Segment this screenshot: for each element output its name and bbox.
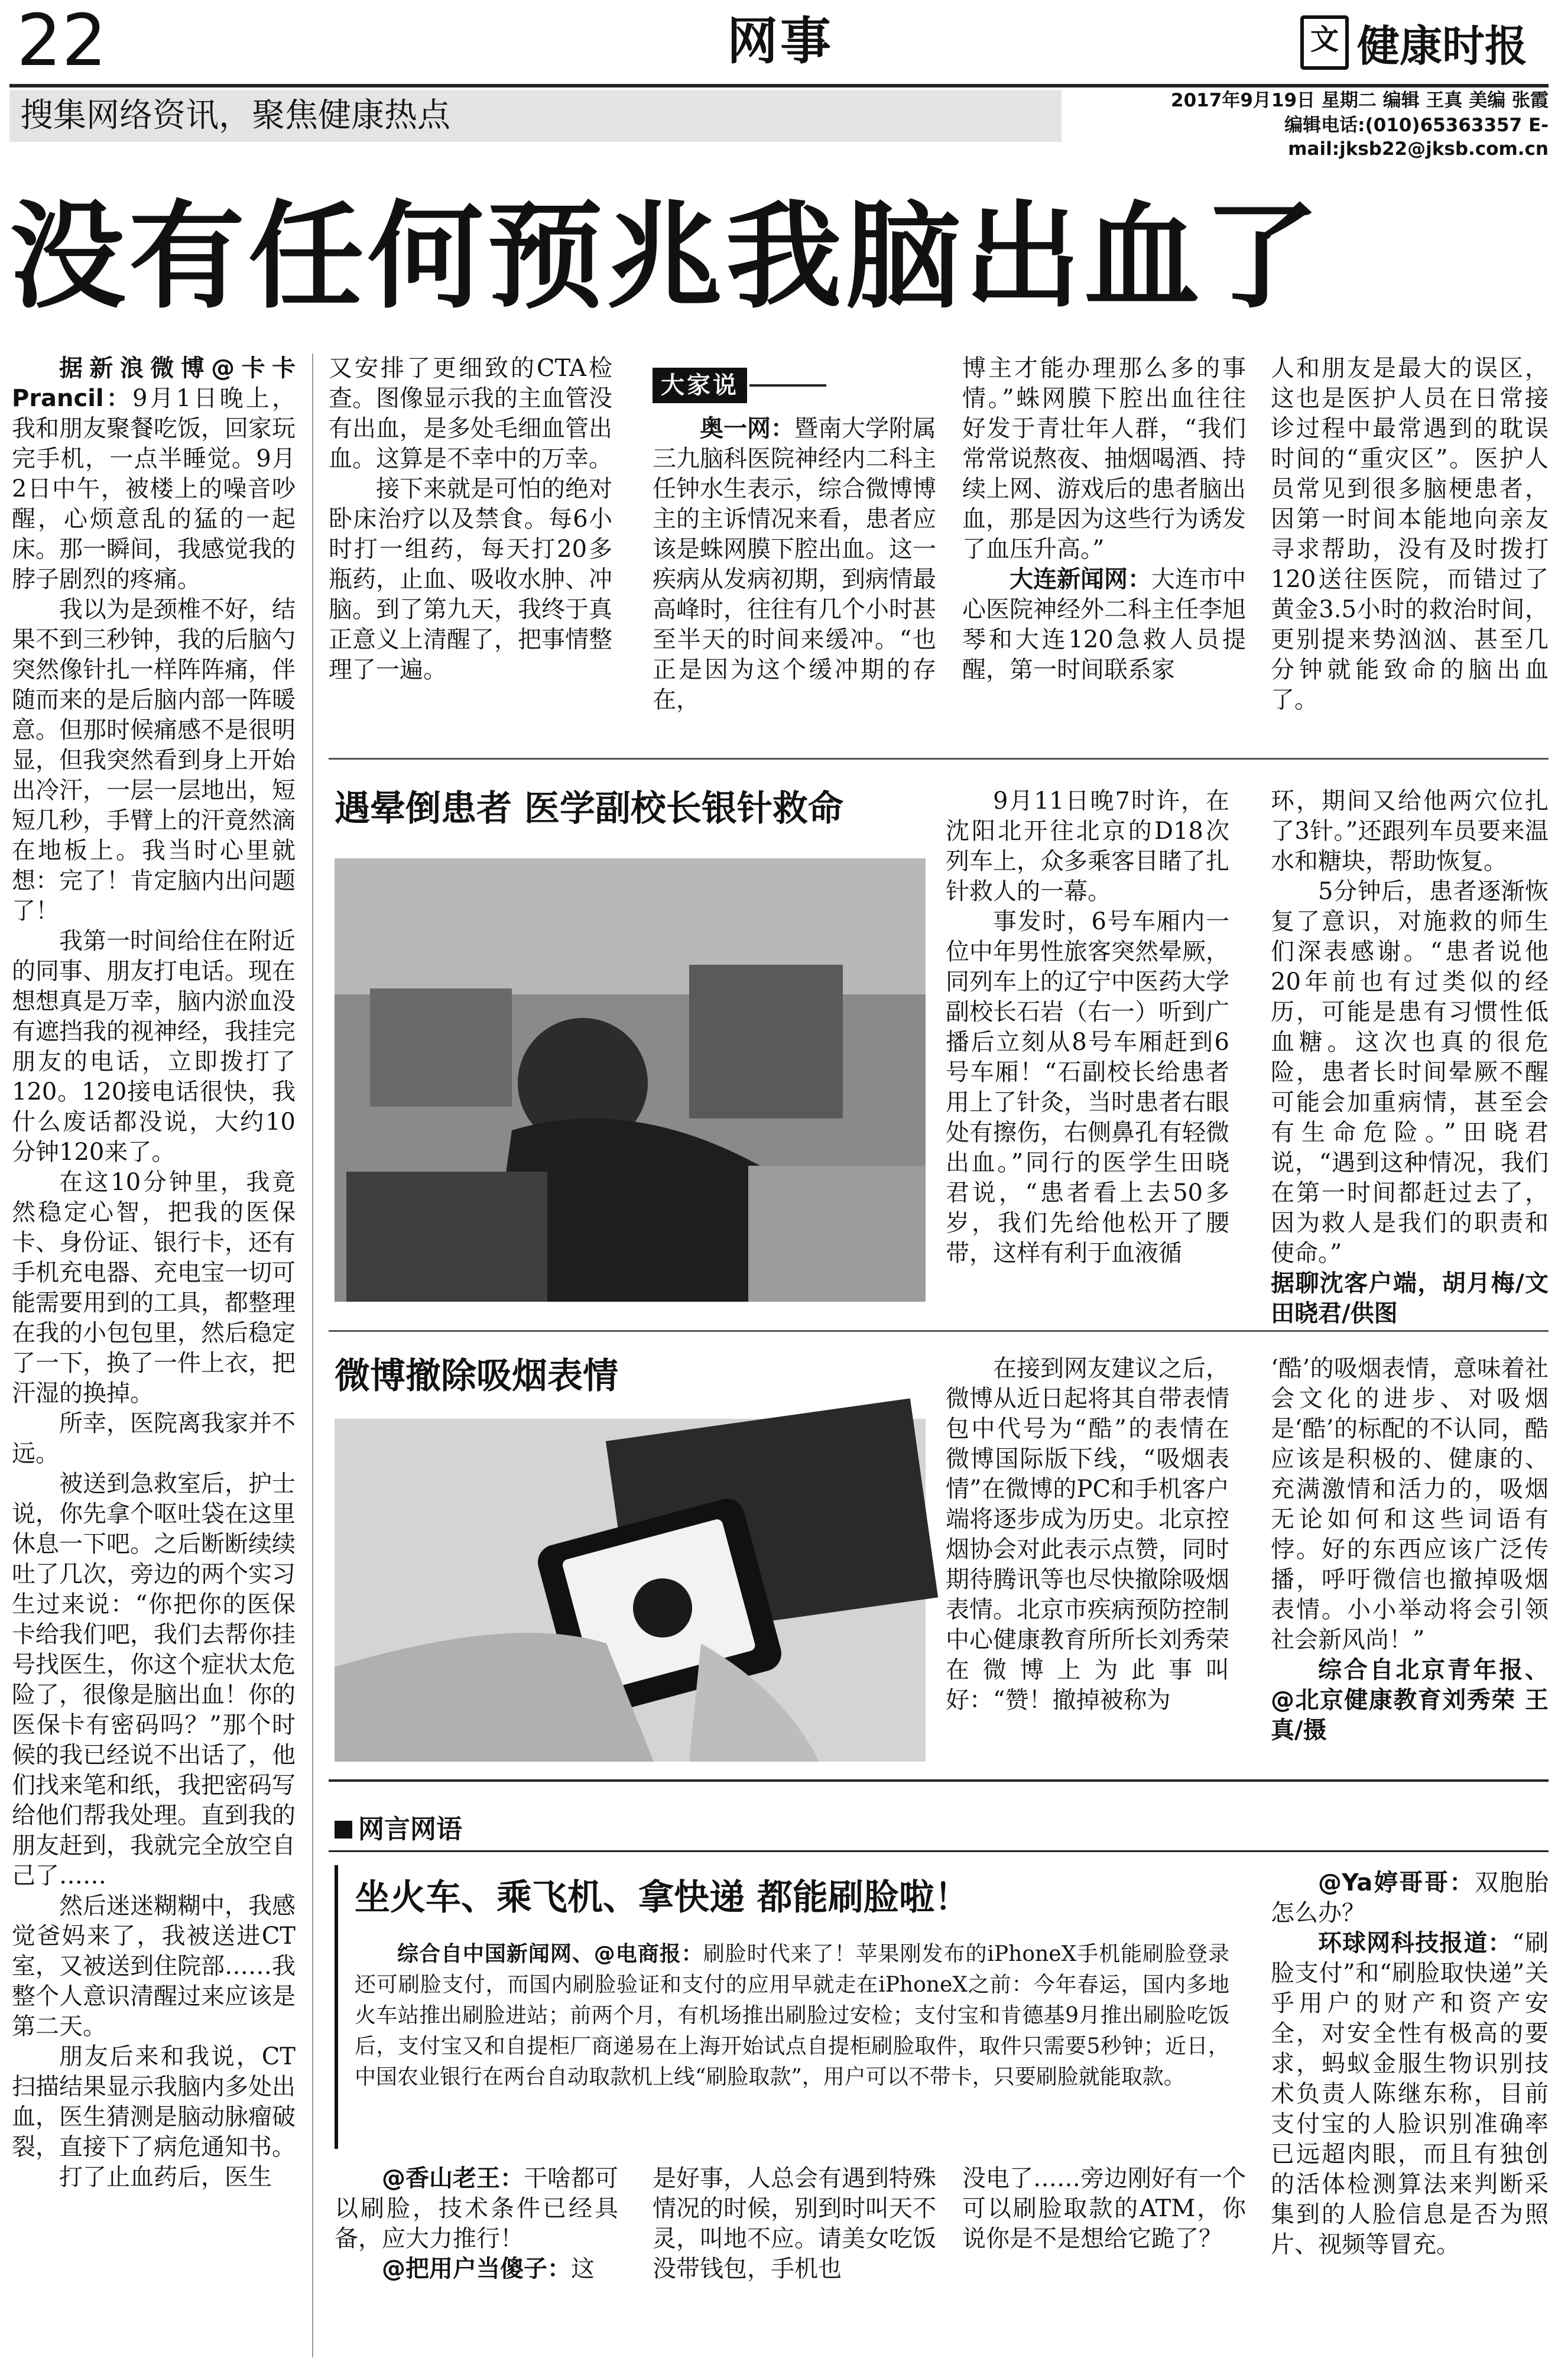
photo-illustration bbox=[335, 858, 926, 1302]
paragraph: 打了止血药后，医生 bbox=[59, 2164, 272, 2191]
wangyan-right-col bbox=[1271, 1868, 1549, 2365]
paragraph: 然后迷迷糊糊中，我感觉爸妈来了，我被送进CT室，又被送到住院部……我整个人意识清醒过来应该是第二天。 bbox=[12, 1892, 296, 2040]
paragraph: 所幸，医院离我家并不远。 bbox=[12, 1410, 296, 1467]
paragraph: 没电了……旁边刚好有一个可以刷脸取款的ATM，你说你是不是想给它跪了？ bbox=[962, 2165, 1246, 2252]
paragraph: 环球网科技报道：“刷脸支付”和“刷脸取快递”关乎用户的财产和资产安全，对安全性有极高的要求，蚂蚁金服生物识别技术负责人陈继东称，目前支付宝的人脸识别准确率已远超肉眼，而且有独创的活体检测算法来判断采集到的人脸信息是否为照片、视频等冒充。 bbox=[1271, 1930, 1549, 2258]
wangyan-intro bbox=[355, 1939, 1229, 2152]
paragraph: 事发时，6号车厢内一位中年男性旅客突然晕厥，同列车上的辽宁中医药大学副校长石岩（右一）听到广播后立刻从8号车厢赶到6号车厢！“石副校长给患者用上了针灸，当时患者右眼处有擦伤，右侧鼻孔有轻微出血。”同行的医学生田晓君说，“患者看上去50多岁，我们先给他松开了腰带，这样有利于血液循 bbox=[946, 908, 1229, 1267]
story2-col-2 bbox=[1271, 786, 1549, 1327]
header-rule bbox=[9, 84, 1549, 87]
wangyan-col-2 bbox=[653, 2164, 936, 2365]
paragraph: 奥一网：暨南大学附属三九脑科医院神经内二科主任钟水生表示，综合微博博主的主诉情况来看，患者应该是蛛网膜下腔出血。这一疾病从发病初期，到病情最高峰时，往往有几个小时甚至半天的时间来缓冲。“也正是因为这个缓冲期的存在， bbox=[653, 415, 936, 714]
main-col-3 bbox=[653, 414, 936, 745]
date-line: 2017年9月19日 星期二 编辑 王真 美编 张霞 bbox=[1171, 90, 1549, 111]
paragraph: 据新浪微博@卡卡Prancil：9月1日晚上，我和朋友聚餐吃饭，回家玩完手机，一点半睡觉。9月2日中午，被楼上的噪音吵醒，心烦意乱的猛的一起床。那一瞬间，我感觉我的脖子剧烈的疼痛。 bbox=[12, 355, 296, 593]
paragraph: 9月11日晚7时许，在沈阳北开往北京的D18次列车上，众多乘客目睹了扎针救人的一幕。 bbox=[946, 787, 1229, 905]
main-col-4 bbox=[962, 354, 1246, 744]
paragraph: @把用户当傻子：这 bbox=[382, 2255, 595, 2282]
paragraph: @Ya婷哥哥：双胞胎怎么办？ bbox=[1271, 1869, 1549, 1927]
byline: 据聊沈客户端，胡月梅/文 田晓君/供图 bbox=[1271, 1270, 1549, 1327]
phone-emoji-photo bbox=[335, 1419, 926, 1762]
paragraph: 环，期间又给他两穴位扎了3针。”还跟列车员要来温水和糖块，帮助恢复。 bbox=[1271, 787, 1549, 875]
paragraph: 人和朋友是最大的误区，这也是医护人员在日常接诊过程中最常遇到的耽误时间的“重灾区”。医护人员常见到很多脑梗患者，因第一时间本能地向亲友寻求帮助，没有及时拨打120送往医院，而错过了黄金3.5小时的救治时间，更别提来势汹汹、甚至几分钟就能致命的脑出血了。 bbox=[1271, 355, 1549, 714]
section-divider bbox=[329, 758, 1549, 760]
paragraph: 综合自中国新闻网、@电商报：刷脸时代来了！苹果刚发布的iPhoneX手机能刷脸登录还可刷脸支付，而国内刷脸验证和支付的应用早就走在iPhoneX之前：今年春运，国内多地火车站推出刷脸进站；前两个月，有机场推出刷脸过安检；支付宝和肯德基9月推出刷脸吃饭后，支付宝又和自提柜厂商递易在上海开始试点自提柜刷脸取件，取件只需要5秒钟；近日，中国农业银行在两台自动取款机上线“刷脸取款”，用户可以不带卡，只要刷脸就能取款。 bbox=[355, 1942, 1229, 2089]
paragraph: 是好事，人总会有遇到特殊情况的时候，别到时叫天不灵，叫地不应。请美女吃饭没带钱包，手机也 bbox=[653, 2165, 936, 2282]
story3-col-1 bbox=[946, 1354, 1229, 1762]
photo-illustration bbox=[335, 1419, 926, 1762]
wangyan-label: 网言网语 bbox=[358, 1814, 462, 1844]
tagline: 搜集网络资讯，聚焦健康热点 bbox=[20, 96, 450, 135]
wangyan-col-3 bbox=[962, 2164, 1246, 2365]
newspaper-logo: 文 健康时报 bbox=[1300, 14, 1527, 71]
main-headline: 没有任何预兆我脑出血了 bbox=[9, 190, 1323, 325]
main-col-5 bbox=[1271, 354, 1549, 744]
paragraph: 又安排了更细致的CTA检查。图像显示我的主血管没有出血，是多处毛细血管出血。这算是不幸中的万幸。 bbox=[329, 355, 612, 472]
wangyan-rule bbox=[329, 1779, 1549, 1782]
paragraph: 我第一时间给住在附近的同事、朋友打电话。现在想想真是万幸，脑内淤血没有遮挡我的视神经，我挂完朋友的电话，立即拨打了120。120接电话很快，我什么废话都没说，大约10分钟120来了。 bbox=[12, 928, 296, 1166]
column-divider bbox=[312, 354, 313, 2358]
paragraph: 在这10分钟里，我竟然稳定心智，把我的医保卡、身份证、银行卡，还有手机充电器、充电宝一切可能需要用到的工具，都整理在我的小包包里，然后稳定了一下，换了一件上衣，把汗湿的换掉。 bbox=[12, 1169, 296, 1407]
section-divider bbox=[329, 1330, 1549, 1332]
section-title: 网事 bbox=[727, 12, 833, 71]
story2-col-1 bbox=[946, 786, 1229, 1306]
contact-line: 编辑电话:(010)65363357 E-mail:jksb22@jksb.com.cn bbox=[1284, 115, 1549, 160]
wangyan-square-icon bbox=[335, 1821, 352, 1838]
wangyan-headline: 坐火车、乘飞机、拿快递 都能刷脸啦！ bbox=[355, 1877, 970, 1918]
main-col-2 bbox=[329, 354, 612, 744]
paragraph: @香山老王：干啥都可以刷脸，技术条件已经具备，应大力推行！ bbox=[335, 2165, 618, 2252]
paragraph: 博主才能办理那么多的事情。”蛛网膜下腔出血往往好发于青壮年人群，“我们常常说熬夜、抽烟喝酒、持续上网、游戏后的患者脑出血，那是因为这些行为诱发了血压升高。” bbox=[962, 355, 1246, 563]
paragraph: ‘酷’的吸烟表情，意味着社会文化的进步、对吸烟是‘酷’的标配的不认同，酷应该是积极的、健康的、充满激情和活力的，吸烟无论如何和这些词语有悖。好的东西应该广泛传播，呼吁微信也撤掉吸烟表情。小小举动将会引领社会新风尚！” bbox=[1271, 1355, 1549, 1653]
story3-col-2 bbox=[1271, 1354, 1549, 1762]
story2-headline: 遇晕倒患者 医学副校长银针救命 bbox=[335, 788, 843, 829]
byline: 综合自北京青年报、@北京健康教育刘秀荣 王真/摄 bbox=[1271, 1656, 1549, 1744]
wangyan-col-1 bbox=[335, 2164, 618, 2365]
main-col-1 bbox=[12, 354, 296, 2363]
paragraph: 5分钟后，患者逐渐恢复了意识，对施救的师生们深表感谢。“患者说他20年前也有过类似的经历，可能是患有习惯性低血糖。这次也真的很危险，患者长时间晕厥不醒可能会加重病情，甚至会有生命危险。”田晓君说，“遇到这种情况，我们在第一时间都赶过去了，因为救人是我们的职责和使命。” bbox=[1271, 878, 1549, 1267]
wangyan-label-rule bbox=[329, 1850, 1549, 1852]
comments-label: 大家说 bbox=[661, 372, 739, 399]
page-number: 22 bbox=[17, 0, 107, 82]
paragraph: 接下来就是可怕的绝对卧床治疗以及禁食。每6小时打一组药，每天打20多瓶药，止血、吸收水肿、冲脑。到了第九天，我终于真正意义上清醒了，把事情整理了一遍。 bbox=[329, 475, 612, 683]
paragraph: 在接到网友建议之后，微博从近日起将其自带表情包中代号为“酷”的表情在微博国际版下线，“吸烟表情”在微博的PC和手机客户端将逐步成为历史。北京控烟协会对此表示点赞，同时期待腾讯等也尽快撤除吸烟表情。北京市疾病预防控制中心健康教育所所长刘秀荣在微博上为此事叫好：“赞！撤掉被称为 bbox=[946, 1355, 1229, 1714]
paragraph: 朋友后来和我说，CT扫描结果显示我脑内多处出血，医生猜测是脑动脉瘤破裂，直接下了病危通知书。 bbox=[12, 2043, 296, 2161]
logo-mark-icon: 文 bbox=[1300, 15, 1349, 70]
train-rescue-photo bbox=[335, 858, 926, 1302]
paragraph: 我以为是颈椎不好，结果不到三秒钟，我的后脑勺突然像针扎一样阵阵痛，伴随而来的是后脑内部一阵暖意。但那时候痛感不是很明显，但我突然看到身上开始出冷汗，一层一层地出，短短几秒，手臂上的汗竟然滴在地板上。我当时心里就想：完了！肯定脑内出问题了！ bbox=[12, 596, 296, 925]
paragraph: 大连新闻网：大连市中心医院神经外二科主任李旭琴和大连120急救人员提醒，第一时间联系家 bbox=[962, 566, 1246, 683]
paragraph: 被送到急救室后，护士说，你先拿个呕吐袋在这里休息一下吧。之后断断续续吐了几次，旁边的两个实习生过来说：“你把你的医保卡给我们吧，我们去帮你挂号找医生，你这个症状太危险了，很像是脑出血！你的医保卡有密码吗？”那个时候的我已经说不出话了，他们找来笔和纸，我把密码写给他们帮我处理。直到我的朋友赶到，我就完全放空自己了…… bbox=[12, 1470, 296, 1889]
comments-label-rule bbox=[749, 384, 826, 387]
story3-headline: 微博撤除吸烟表情 bbox=[335, 1356, 618, 1397]
